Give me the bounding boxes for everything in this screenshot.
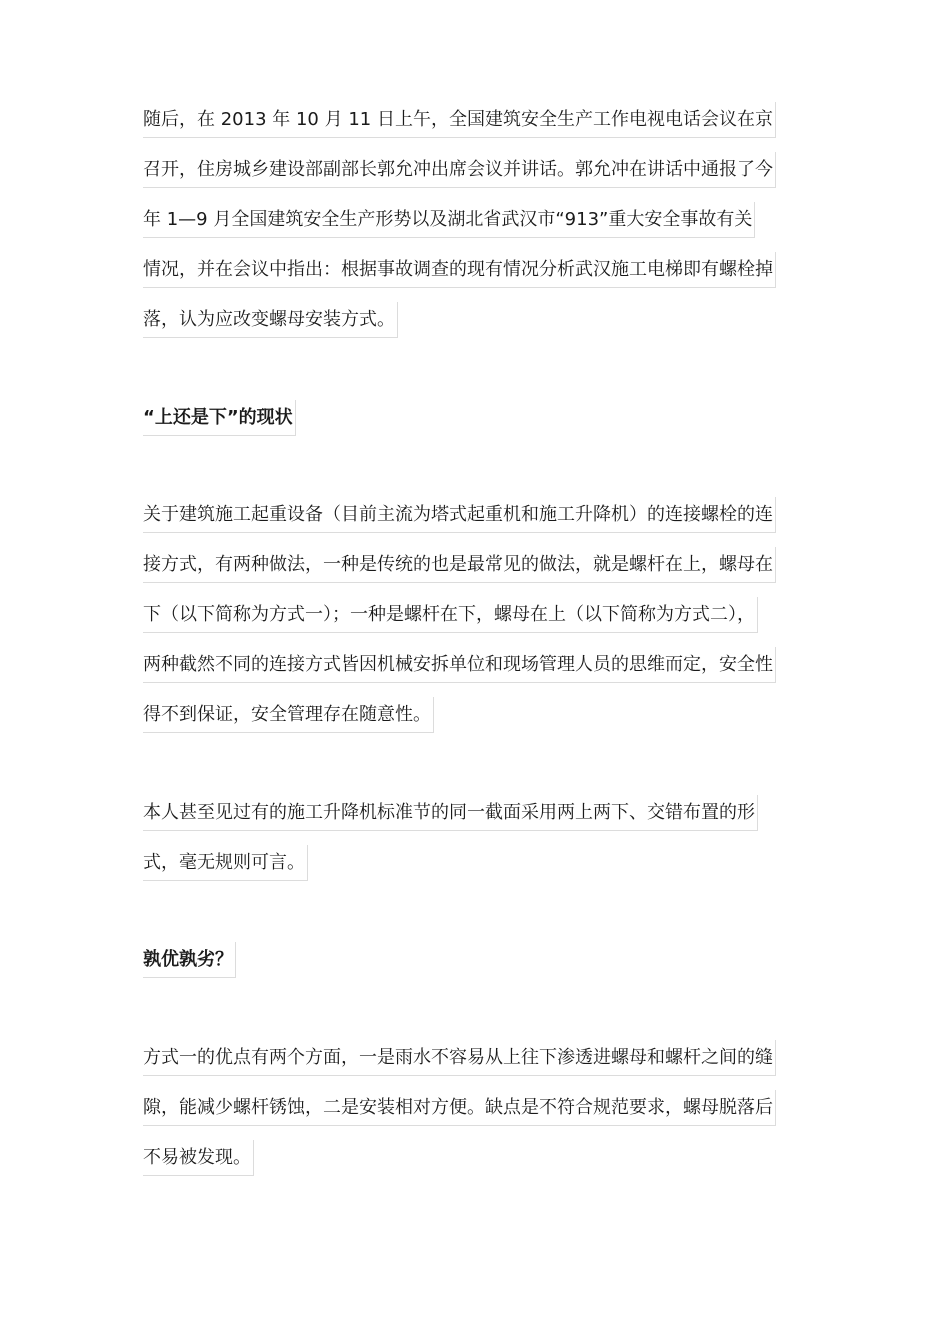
- paragraph-3-line-1: 本人甚至见过有的施工升降机标准节的同一截面采用两上两下、交错布置的形: [143, 795, 758, 831]
- paragraph-2-line-5: 得不到保证，安全管理存在随意性。: [143, 697, 434, 733]
- paragraph-4-line-2: 隙，能减少螺杆锈蚀，二是安装相对方便。缺点是不符合规范要求，螺母脱落后: [143, 1090, 776, 1126]
- paragraph-3-line-2: 式，毫无规则可言。: [143, 845, 308, 881]
- paragraph-2-line-4: 两种截然不同的连接方式皆因机械安拆单位和现场管理人员的思维而定，安全性: [143, 647, 776, 683]
- section-heading-status: “上还是下”的现状: [143, 400, 296, 436]
- paragraph-2-line-3: 下（以下简称为方式一）；一种是螺杆在下，螺母在上（以下简称为方式二），: [143, 597, 758, 633]
- paragraph-4-line-1: 方式一的优点有两个方面，一是雨水不容易从上往下渗透进螺母和螺杆之间的缝: [143, 1040, 776, 1076]
- paragraph-1-line-5: 落，认为应改变螺母安装方式。: [143, 302, 398, 338]
- paragraph-2-line-1: 关于建筑施工起重设备（目前主流为塔式起重机和施工升降机）的连接螺栓的连: [143, 497, 776, 533]
- paragraph-1-line-4: 情况，并在会议中指出：根据事故调查的现有情况分析武汉施工电梯即有螺栓掉: [143, 252, 776, 288]
- paragraph-2-line-2: 接方式，有两种做法，一种是传统的也是最常见的做法，就是螺杆在上，螺母在: [143, 547, 776, 583]
- section-heading-comparison: 孰优孰劣？: [143, 942, 236, 978]
- paragraph-4-line-3: 不易被发现。: [143, 1140, 254, 1176]
- paragraph-1-line-1: 随后，在 2013 年 10 月 11 日上午，全国建筑安全生产工作电视电话会议在京: [143, 102, 776, 138]
- paragraph-1-line-3: 年 1—9 月全国建筑安全生产形势以及湖北省武汉市“913”重大安全事故有关: [143, 202, 755, 238]
- paragraph-1-line-2: 召开，住房城乡建设部副部长郭允冲出席会议并讲话。郭允冲在讲话中通报了今: [143, 152, 776, 188]
